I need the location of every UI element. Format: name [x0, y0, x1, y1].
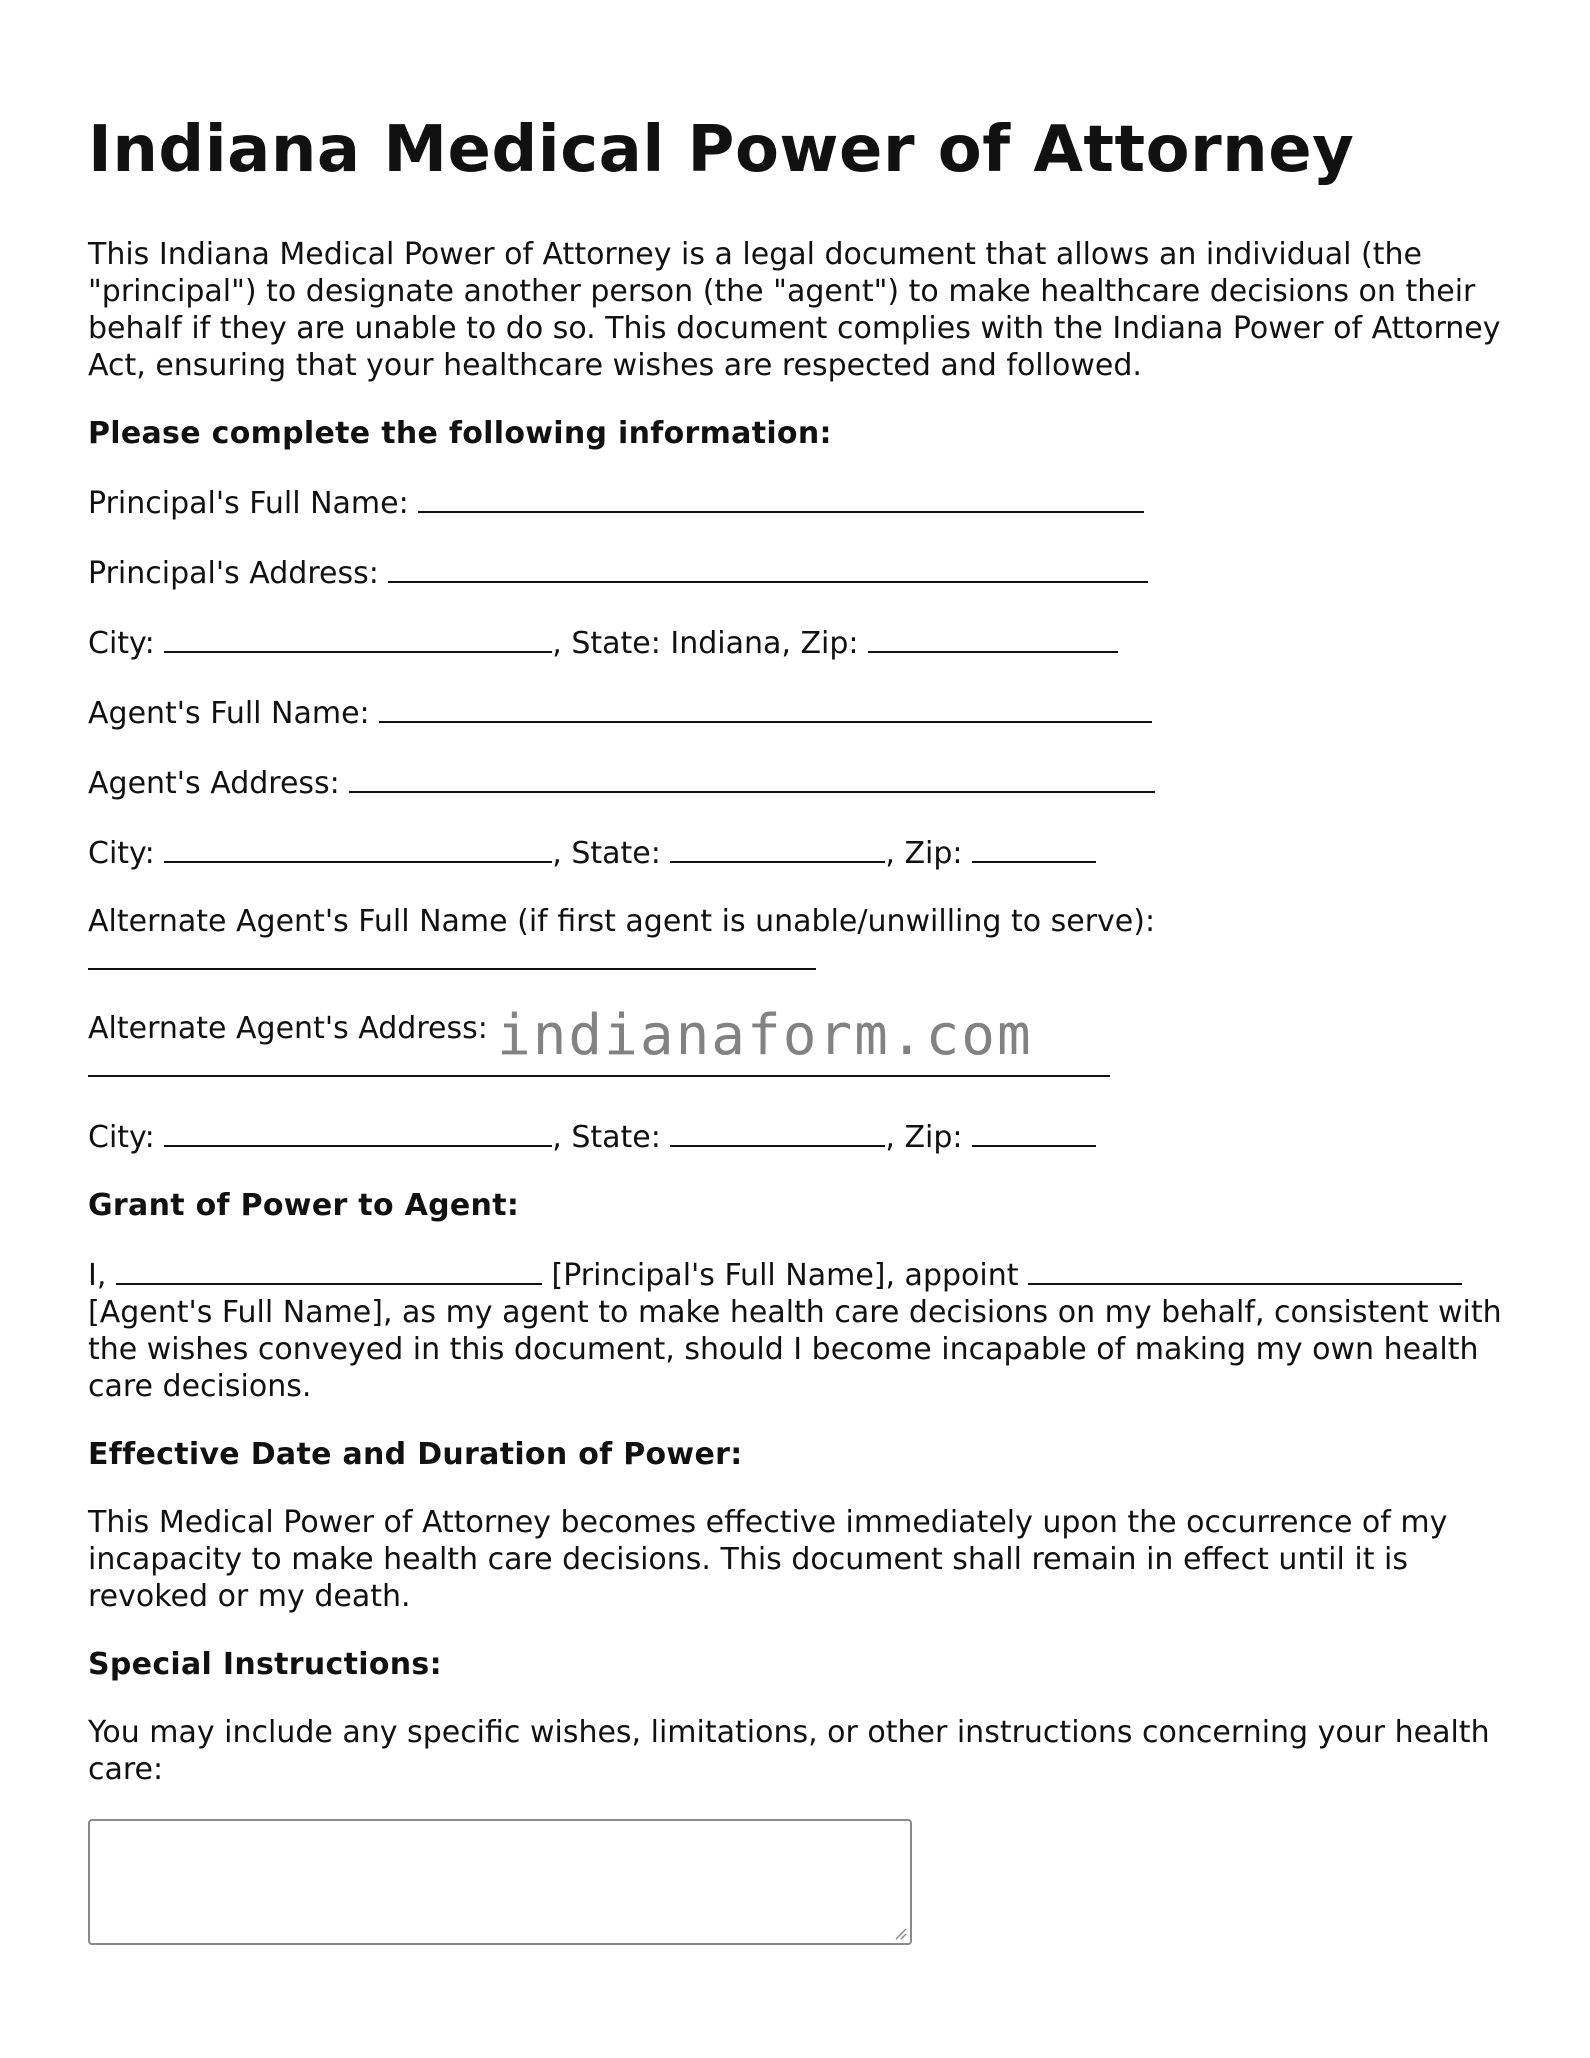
agent-zip-field[interactable]: [972, 833, 1096, 863]
special-instructions-textarea[interactable]: [88, 1819, 912, 1945]
city-label: City:: [88, 626, 155, 661]
principal-address-row: [88, 553, 1508, 592]
agent-state-field[interactable]: [670, 833, 885, 863]
principal-name-row: [88, 483, 1508, 522]
agent-address-row: [88, 763, 1508, 802]
document-title: Indiana Medical Power of Attorney: [88, 113, 1355, 187]
agent-name-label: Agent's Full Name:: [88, 696, 370, 731]
state-indiana-zip-label: , State: Indiana, Zip:: [552, 626, 859, 661]
special-heading: Special Instructions:: [88, 1647, 442, 1682]
state-label: , State:: [552, 836, 661, 871]
special-paragraph: You may include any specific wishes, limitations, or other instructions concerning your health care:: [88, 1715, 1490, 1787]
principal-city-row: [88, 623, 1508, 662]
grant-agent-field[interactable]: [1028, 1255, 1462, 1285]
grant-prefix: I,: [88, 1258, 107, 1293]
principal-name-field[interactable]: [418, 483, 1144, 513]
intro-paragraph: This Indiana Medical Power of Attorney is a legal document that allows an individual (the "principal") to designate another person (the "agent") to make healthcare decisions on their behalf if they are unable to do so. This document complies with the Indiana Power of Attorney Act, ensuring that your healthcare wishes are respected and followed.: [88, 237, 1501, 383]
alternate-name-row: [88, 903, 1508, 979]
effective-heading: Effective Date and Duration of Power:: [88, 1437, 743, 1472]
effective-paragraph: This Medical Power of Attorney becomes effective immediately upon the occurrence of my incapacity to make health care decisions. This document shall remain in effect until it is revoked or my death.: [88, 1505, 1448, 1614]
info-heading: Please complete the following information:: [88, 416, 832, 451]
city-label: City:: [88, 836, 155, 871]
alternate-state-field[interactable]: [670, 1117, 885, 1147]
agent-address-field[interactable]: [349, 763, 1155, 793]
alternate-address-label: Alternate Agent's Address:: [88, 1011, 488, 1046]
alternate-name-field[interactable]: [88, 940, 816, 970]
principal-address-field[interactable]: [388, 553, 1148, 583]
state-label: , State:: [552, 1120, 661, 1155]
alternate-city-row: [88, 1117, 1508, 1156]
alternate-zip-field[interactable]: [972, 1117, 1096, 1147]
agent-city-field[interactable]: [164, 833, 552, 863]
grant-rest: [Agent's Full Name], as my agent to make health care decisions on my behalf, consistent with the wishes conveyed in this document, should I become incapable of making my own health care decisions.: [88, 1295, 1502, 1404]
principal-address-label: Principal's Address:: [88, 556, 379, 591]
watermark: indianaform.com: [497, 1003, 1033, 1068]
resize-grip-icon[interactable]: [893, 1926, 907, 1940]
grant-paragraph: [88, 1255, 1508, 1405]
principal-name-label: Principal's Full Name:: [88, 486, 409, 521]
grant-principal-field[interactable]: [116, 1255, 542, 1285]
zip-label: , Zip:: [885, 836, 963, 871]
grant-principal-placeholder: [Principal's Full Name], appoint: [551, 1258, 1019, 1293]
agent-name-row: [88, 693, 1508, 732]
agent-address-label: Agent's Address:: [88, 766, 340, 801]
zip-label: , Zip:: [885, 1120, 963, 1155]
city-label: City:: [88, 1120, 155, 1155]
alternate-city-field[interactable]: [164, 1117, 552, 1147]
agent-name-field[interactable]: [379, 693, 1152, 723]
principal-city-field[interactable]: [164, 623, 552, 653]
agent-city-row: [88, 833, 1508, 872]
principal-zip-field[interactable]: [868, 623, 1118, 653]
alternate-name-label: Alternate Agent's Full Name (if first agent is unable/unwilling to serve):: [88, 904, 1156, 939]
grant-heading: Grant of Power to Agent:: [88, 1188, 520, 1223]
